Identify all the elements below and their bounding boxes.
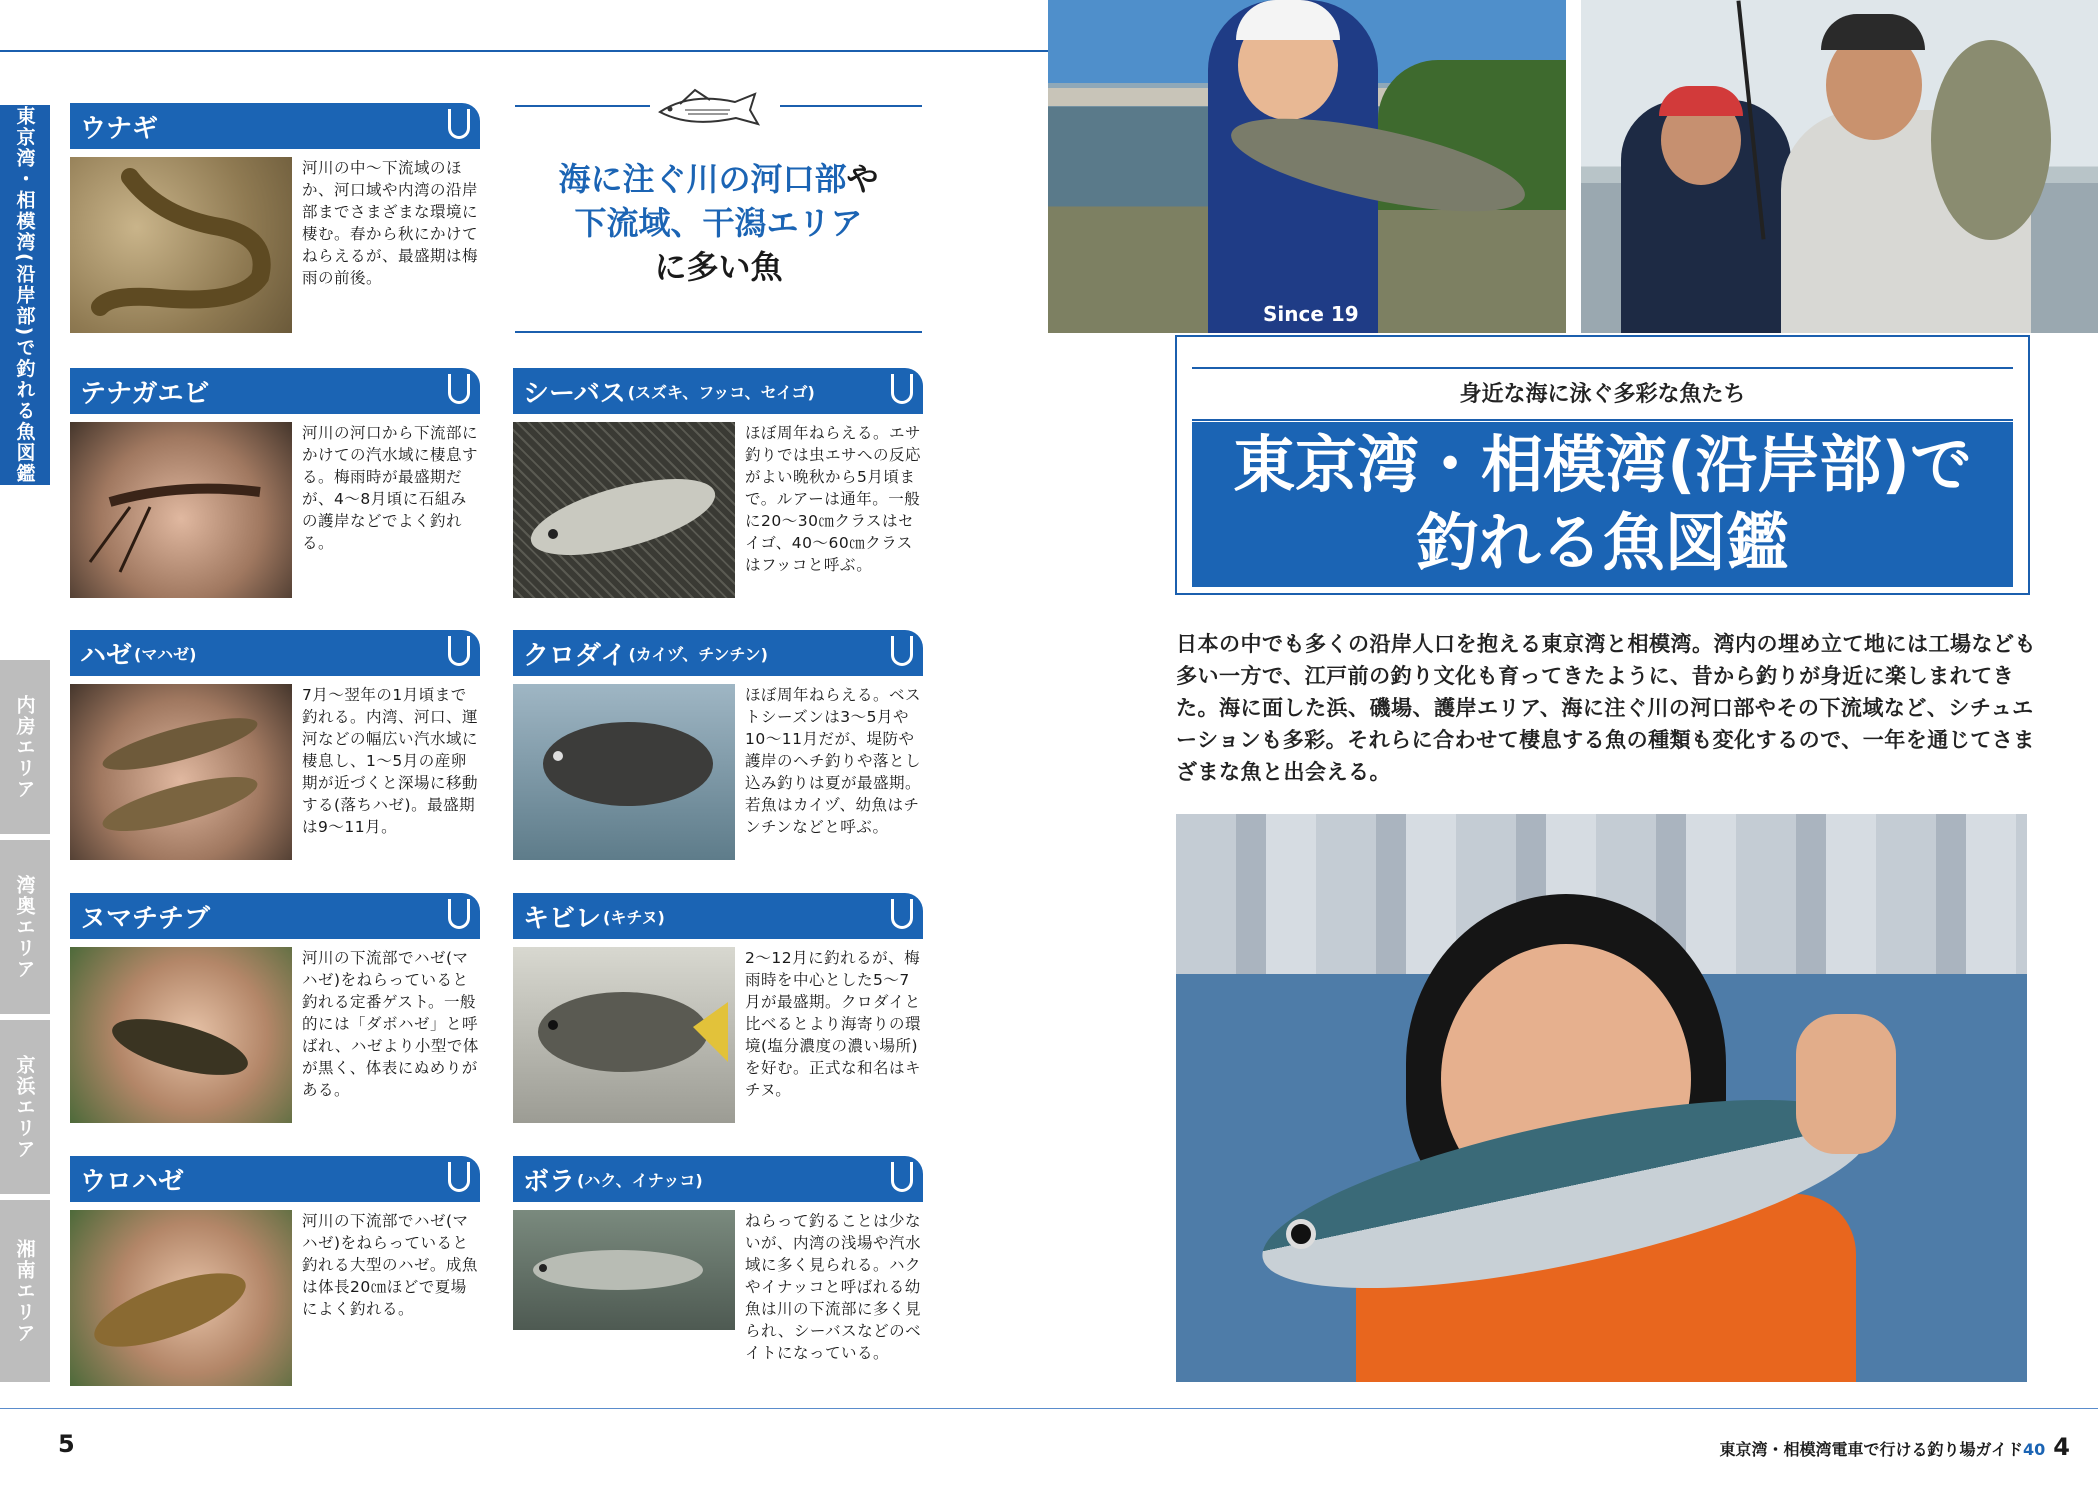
girl-hand-right <box>1796 1014 1896 1154</box>
mackerel-eye <box>1286 1219 1316 1249</box>
fish-name-header <box>70 893 480 939</box>
page-title <box>1192 422 2013 587</box>
fishhook-icon <box>448 899 470 929</box>
held-fish <box>1931 40 2051 240</box>
fish-description: 2～12月に釣れるが、梅雨時を中心とした5～7月が最盛期。クロダイと比べるとより海寄りの環境(塩分濃度の濃い場所)を好む。正式な和名はキチヌ。 <box>745 949 922 1099</box>
headline-line1-black: や <box>846 160 879 198</box>
sidetab-current[interactable]: 東京湾・相模湾(沿岸部)で釣れる魚図鑑 <box>0 105 50 485</box>
fish-name-header <box>70 368 480 414</box>
footer-rule <box>0 1408 2098 1409</box>
fish-name: クロダイ <box>523 640 627 671</box>
eel-photo <box>70 157 292 333</box>
fish-card-numachichibu <box>70 893 480 1133</box>
fish-description: 河川の河口から下流部にかけての汽水域に棲息する。梅雨時が最盛期だが、4～8月頃に石組みの護岸などでよく釣れる。 <box>302 424 479 552</box>
fish-name: ヌマチチブ <box>80 903 211 934</box>
title-kicker-rule <box>1192 367 2013 369</box>
dark-sleeper-photo <box>70 947 292 1123</box>
fish-name: ハゼ <box>80 640 133 671</box>
fishhook-icon <box>891 1162 913 1192</box>
intro-paragraph: 日本の中でも多くの沿岸人口を抱える東京湾と相模湾。湾内の埋め立て地には工場なども多い一方で、江戸前の釣り文化も育ってきたように、昔から釣りが身近に楽しまれてきた。海に面した浜、磯場、護岸エリア、海に注ぐ川の河口部やその下流域など、シチュエーションも多彩。それらに合わせて棲息する魚の種類も変化するので、一年を通じてさまざまな魚と出会える。 <box>1176 632 2036 784</box>
fishhook-icon <box>448 374 470 404</box>
headline-line1-blue: 海に注ぐ川の河口部 <box>558 160 847 198</box>
fishhook-icon <box>448 1162 470 1192</box>
fish-name-header <box>513 630 923 676</box>
fish-card-unagi <box>70 103 480 343</box>
fishhook-icon <box>891 374 913 404</box>
shirt-text: Since 19 <box>1263 302 1359 326</box>
fish-name-header <box>513 368 923 414</box>
page-number-right: 4 <box>2053 1433 2070 1461</box>
kibire-photo <box>513 947 735 1123</box>
seabass-photo <box>513 422 735 598</box>
fish-card-seabass <box>513 368 923 608</box>
goby-photo <box>70 684 292 860</box>
fish-name: テナガエビ <box>80 378 210 409</box>
fish-card-tenagaebi <box>70 368 480 608</box>
mullet-photo <box>513 1210 735 1330</box>
urohaze-photo <box>70 1210 292 1386</box>
fish-name-header <box>70 630 480 676</box>
fish-name: ボラ <box>523 1166 576 1197</box>
headline-line2: 下流域、干潟エリア <box>574 204 863 242</box>
headline-rule-bottom <box>515 331 922 333</box>
fish-name: ウナギ <box>80 113 159 144</box>
page-number-left: 5 <box>58 1430 75 1458</box>
man-right-cap <box>1821 14 1925 50</box>
fish-card-urohaze <box>70 1156 480 1396</box>
fish-name-header <box>513 1156 923 1202</box>
fish-name-header <box>70 103 480 149</box>
sidetab-shonan[interactable]: 湘南エリア <box>0 1200 50 1382</box>
fish-name: キビレ <box>523 903 602 934</box>
photo-two-men-fish <box>1581 0 2098 333</box>
headline-text <box>515 157 922 289</box>
top-rule-left <box>0 50 1048 52</box>
fish-name-header <box>70 1156 480 1202</box>
photo-boy-seabass <box>1048 0 1566 333</box>
fish-description: 河川の下流部でハゼ(マハゼ)をねらっていると釣れる大型のハゼ。成魚は体長20㎝ほどで夏場によく釣れる。 <box>302 1212 478 1318</box>
page-title-line1: 東京湾・相模湾(沿岸部)で <box>1233 428 1972 501</box>
headline-line3: に多い魚 <box>654 248 783 286</box>
fish-alias: (マハゼ) <box>134 644 197 664</box>
fish-name: ウロハゼ <box>80 1166 185 1197</box>
man-left-cap <box>1659 86 1743 116</box>
title-kicker-rule-bottom <box>1192 419 2013 421</box>
fishhook-icon <box>891 899 913 929</box>
photo-girl-mackerel <box>1176 814 2027 1382</box>
fish-card-kibire <box>513 893 923 1133</box>
sidetab-uchibo[interactable]: 内房エリア <box>0 660 50 834</box>
headline-box <box>515 105 922 333</box>
fish-card-bora <box>513 1156 923 1396</box>
book-title: 東京湾・相模湾電車で行ける釣り場ガイド <box>1719 1440 2024 1459</box>
sidetab-keihin[interactable]: 京浜エリア <box>0 1020 50 1194</box>
title-kicker: 身近な海に泳ぐ多彩な魚たち <box>1459 382 1746 407</box>
fish-name-header <box>513 893 923 939</box>
seabass-icon <box>650 80 780 140</box>
black-porgy-photo <box>513 684 735 860</box>
fish-name: シーバス <box>523 378 626 409</box>
fish-alias: (スズキ、フッコ、セイゴ) <box>627 382 815 402</box>
fish-description: ほぼ周年ねらえる。エサ釣りでは虫エサへの反応がよい晩秋から5月頃まで。ルアーは通年。一般に20～30㎝クラスはセイゴ、40～60㎝クラスはフッコと呼ぶ。 <box>745 424 922 574</box>
fish-description: 河川の下流部でハゼ(マハゼ)をねらっていると釣れる定番ゲスト。一般的には「ダボハゼ」と呼ばれ、ハゼより小型で体が黒く、体表にぬめりがある。 <box>302 949 479 1099</box>
fish-alias: (ハク、イナッコ) <box>577 1170 703 1190</box>
fish-card-haze <box>70 630 480 870</box>
page-title-line2: 釣れる魚図鑑 <box>1416 506 1789 579</box>
title-box <box>1175 335 2030 595</box>
fish-card-kurodai <box>513 630 923 870</box>
fish-description: ほぼ周年ねらえる。ベストシーズンは3～5月や10～11月だが、堤防や護岸のヘチ釣りや落とし込み釣りは夏が最盛期。若魚はカイヅ、幼魚はチンチンなどと呼ぶ。 <box>745 686 922 836</box>
fish-alias: (カイヅ、チンチン) <box>628 644 768 664</box>
fish-description: 7月～翌年の1月頃まで釣れる。内湾、河口、運河などの幅広い汽水域に棲息し、1～5月の産卵期が近づくと深場に移動する(落ちハゼ)。最盛期は9～11月。 <box>302 686 479 836</box>
fishhook-icon <box>448 636 470 666</box>
fish-description: ねらって釣ることは少ないが、内湾の浅場や汽水域に多く見られる。ハクやイナッコと呼ばれる幼魚は川の下流部に多く見られ、シーバスなどのベイトになっている。 <box>745 1212 922 1362</box>
shrimp-photo <box>70 422 292 598</box>
sidetab-wanoku[interactable]: 湾奥エリア <box>0 840 50 1014</box>
book-number: 40 <box>2023 1440 2046 1459</box>
fishhook-icon <box>891 636 913 666</box>
fish-alias: (キチヌ) <box>603 907 665 927</box>
footer-right <box>1720 1433 2071 1461</box>
fish-description: 河川の中～下流域のほか、河口域や内湾の沿岸部までさまざまな環境に棲む。春から秋にかけてねらえるが、最盛期は梅雨の前後。 <box>302 159 479 287</box>
fishhook-icon <box>448 109 470 139</box>
